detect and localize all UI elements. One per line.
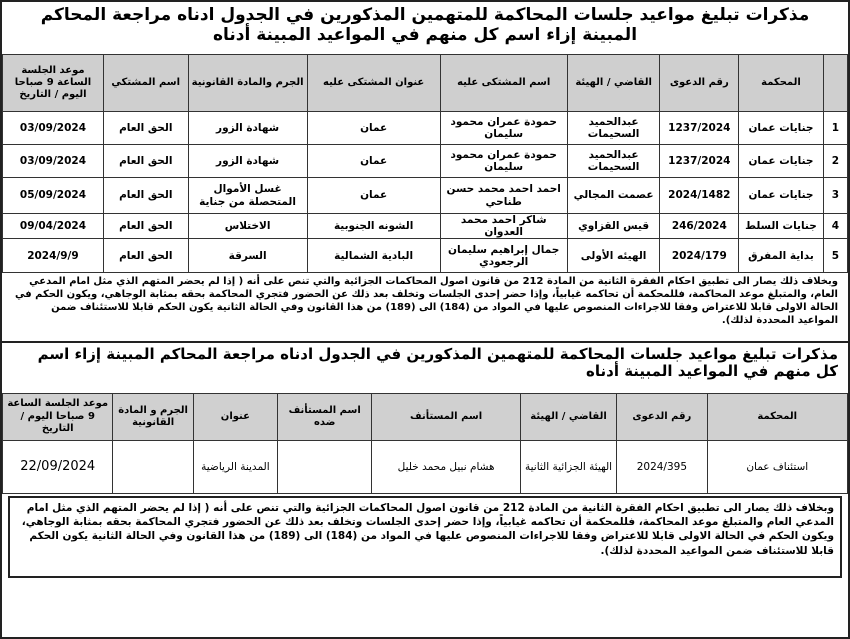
table-row	[3, 145, 848, 178]
col-session-date: موعد الجلسة الساعة 9 صباحا اليوم / التاريخ	[3, 55, 104, 112]
table-row	[3, 214, 848, 239]
judge-cell: عبدالحميد السحيمات	[567, 112, 660, 145]
respondent-cell	[278, 441, 372, 494]
judge-cell: الهيئة الجزائية الثانية	[520, 441, 616, 494]
row-index: 1	[823, 112, 847, 145]
crime-cell: السرقة	[188, 239, 307, 273]
complainant-cell: الحق العام	[103, 178, 188, 214]
notice2-title: مذكرات تبليغ مواعيد جلسات المحاكمة للمتهمين المذكورين في الجدول ادناه مراجعة المحاكم المبينة إزاء اسم كل منهم في المواعيد المبينة أدناه	[2, 341, 848, 393]
col-appellant: اسم المستأنف	[372, 394, 521, 441]
row-index: 5	[823, 239, 847, 273]
crime-cell: شهادة الزور	[188, 145, 307, 178]
complainant-cell: الحق العام	[103, 145, 188, 178]
date-cell: 22/09/2024	[3, 441, 113, 494]
table-row	[3, 441, 848, 494]
col-complainant: اسم المشتكي	[103, 55, 188, 112]
table-row	[3, 239, 848, 273]
row-index: 3	[823, 178, 847, 214]
address-cell: البادية الشمالية	[307, 239, 440, 273]
court-cell: استئناف عمان	[707, 441, 847, 494]
col-court: المحكمة	[739, 55, 824, 112]
date-cell: 2024/9/9	[3, 239, 104, 273]
defendant-cell: شاكر احمد محمد العدوان	[440, 214, 567, 239]
notice1-header-row	[3, 55, 848, 112]
crime-cell: شهادة الزور	[188, 112, 307, 145]
col-defendant-address: عنوان المشتكى عليه	[307, 55, 440, 112]
case-cell: 246/2024	[660, 214, 739, 239]
case-cell: 2024/1482	[660, 178, 739, 214]
notice2-table	[2, 393, 848, 494]
defendant-cell: حمودة عمران محمود سليمان	[440, 145, 567, 178]
complainant-cell: الحق العام	[103, 214, 188, 239]
judge-cell: قيس القزاوي	[567, 214, 660, 239]
col-address: عنوان	[193, 394, 277, 441]
col-defendant: اسم المشتكى عليه	[440, 55, 567, 112]
appellant-cell: هشام نبيل محمد خليل	[372, 441, 521, 494]
col-session-date: موعد الجلسة الساعة 9 صباحا اليوم / التاريخ	[3, 394, 113, 441]
col-court: المحكمة	[707, 394, 847, 441]
defendant-cell: احمد احمد محمد حسن طناحي	[440, 178, 567, 214]
address-cell: عمان	[307, 145, 440, 178]
date-cell: 03/09/2024	[3, 112, 104, 145]
col-judge: القاضي / الهيئة	[567, 55, 660, 112]
date-cell: 05/09/2024	[3, 178, 104, 214]
col-case-number: رقم الدعوى	[660, 55, 739, 112]
notice1-table	[2, 54, 848, 273]
crime-cell: الاختلاس	[188, 214, 307, 239]
defendant-cell: حمودة عمران محمود سليمان	[440, 112, 567, 145]
notice2-header-row	[3, 394, 848, 441]
judge-cell: الهيئه الأولى	[567, 239, 660, 273]
judge-cell: عصمت المجالي	[567, 178, 660, 214]
notice2-legal-note: وبخلاف ذلك يصار الى تطبيق احكام الفقرة الثانية من المادة 212 من قانون اصول المحاكمات الجزائية والتي تنص على أنه ( إذا لم يحضر المتهم الذي مثل امام المدعي العام والمتبلغ موعد المحاكمة، فللمحكمة أن تحاكمه غيابياً، وإذا حضر إحدى الجلسات وتخلف بعد ذلك عن الحضور فتجري المحاكمة بحقه بمثابة الوجاهي، ويكون الحكم في الحالة الاولى قابلا للاعتراض وفقا للاجراءات المنصوص عليها في المواد من (184) الى (189) من هذا القانون وفي الحالة الثانية يكون الحكم قابلا للاستئناف ضمن المواعيد المحددة لذلك).	[8, 496, 842, 578]
row-index: 4	[823, 214, 847, 239]
court-cell: جنايات عمان	[739, 178, 824, 214]
crime-cell: غسل الأموال المتحصلة من جناية	[188, 178, 307, 214]
row-index: 2	[823, 145, 847, 178]
crime-cell	[113, 441, 193, 494]
case-cell: 2024/179	[660, 239, 739, 273]
case-cell: 2024/395	[617, 441, 707, 494]
table-row	[3, 178, 848, 214]
case-cell: 1237/2024	[660, 145, 739, 178]
address-cell: عمان	[307, 178, 440, 214]
address-cell: الشونه الجنوبية	[307, 214, 440, 239]
col-crime: الجرم والمادة القانونية	[188, 55, 307, 112]
date-cell: 03/09/2024	[3, 145, 104, 178]
court-cell: جنايات عمان	[739, 112, 824, 145]
table-row	[3, 112, 848, 145]
col-respondent: اسم المستأنف ضده	[278, 394, 372, 441]
court-cell: جنايات السلط	[739, 214, 824, 239]
defendant-cell: جمال إبراهيم سليمان الرجعودي	[440, 239, 567, 273]
col-judge: القاضي / الهيئة	[520, 394, 616, 441]
notice1-title: مذكرات تبليغ مواعيد جلسات المحاكمة للمتهمين المذكورين في الجدول ادناه مراجعة المحاكم المبينة إزاء اسم كل منهم في المواعيد المبينة أدناه	[40, 5, 810, 45]
col-case-number: رقم الدعوى	[617, 394, 707, 441]
date-cell: 09/04/2024	[3, 214, 104, 239]
col-crime: الجرم و المادة القانونية	[113, 394, 193, 441]
court-cell: بداية المفرق	[739, 239, 824, 273]
complainant-cell: الحق العام	[103, 239, 188, 273]
address-cell: عمان	[307, 112, 440, 145]
notice1-legal-note: وبخلاف ذلك يصار الى تطبيق احكام الفقرة الثانية من المادة 212 من قانون اصول المحاكمات الجزائية والتي تنص على أنه ( إذا لم يحضر المتهم الذي مثل امام المدعي العام، والمتبلغ موعد المحاكمة، فللمحكمة أن تحاكمه غيابياً، وإذا حضر إحدى الجلسات وتخلف بعد ذلك عن الحضور فتجري المحاكمة بحقه بمثابة الوجاهي، ويكون الحكم في الحالة الاولى قابلا للاعتراض وفقا للاجراءات المنصوص عليها في المواد من (184) الى (189) من هذا القانون وفي الحالة الثانية يكون الحكم قابلا للاستئناف ضمن المواعيد المحددة لذلك).	[15, 276, 838, 327]
complainant-cell: الحق العام	[103, 112, 188, 145]
col-index	[823, 55, 847, 112]
judge-cell: عبدالحميد السحيمات	[567, 145, 660, 178]
court-cell: جنايات عمان	[739, 145, 824, 178]
address-cell: المدينة الرياضية	[193, 441, 277, 494]
case-cell: 1237/2024	[660, 112, 739, 145]
